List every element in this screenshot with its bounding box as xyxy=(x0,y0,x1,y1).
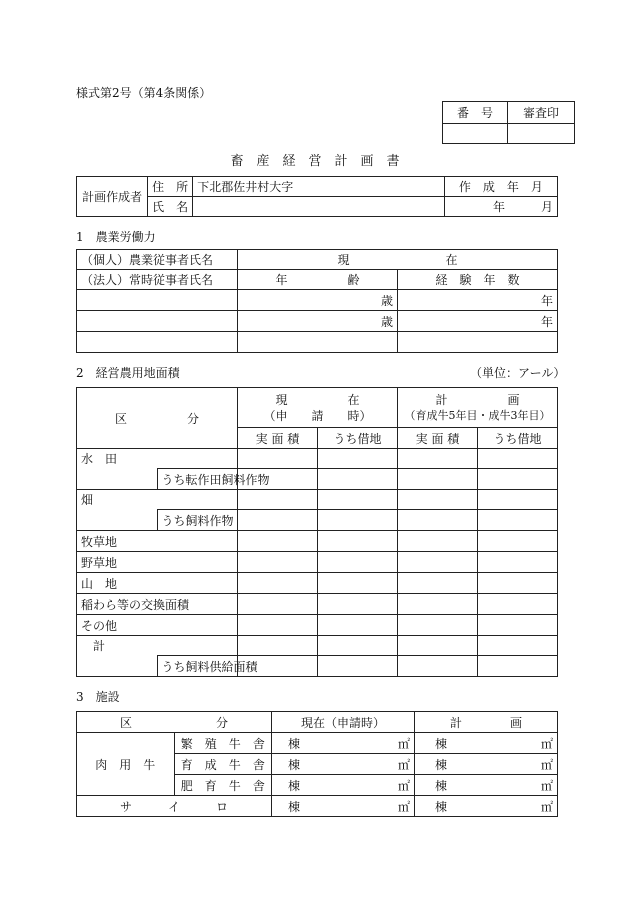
indent-spacer xyxy=(77,656,158,677)
plan-building-area[interactable]: ㎡ xyxy=(486,796,558,817)
number-field[interactable] xyxy=(443,124,508,144)
present-building-count[interactable]: 棟 xyxy=(272,754,344,775)
present-bottom: （申 請 時） xyxy=(263,408,372,423)
cell[interactable] xyxy=(478,552,558,573)
cell[interactable] xyxy=(398,552,478,573)
row-label-mountain: 山 地 xyxy=(77,573,238,594)
cell[interactable] xyxy=(398,510,478,531)
cell[interactable] xyxy=(318,449,398,469)
cell[interactable] xyxy=(478,469,558,490)
review-stamp-field[interactable] xyxy=(508,124,575,144)
row-label-paddy-forage: うち転作田飼料作物 xyxy=(157,469,238,490)
date-field[interactable] xyxy=(444,197,557,217)
plan-building-count[interactable]: 棟 xyxy=(415,775,487,796)
cell[interactable] xyxy=(318,552,398,573)
cell[interactable] xyxy=(398,449,478,469)
plan-header xyxy=(398,388,558,428)
facility-breeding-barn: 繁 殖 牛 舎 xyxy=(174,733,272,754)
plan-building-area[interactable]: ㎡ xyxy=(486,754,558,775)
present-building-area[interactable]: ㎡ xyxy=(343,754,415,775)
cell[interactable] xyxy=(398,636,478,656)
row-label-field-forage: うち飼料作物 xyxy=(157,510,238,531)
experience-label: 経 験 年 数 xyxy=(398,270,558,290)
present-top: 現 在 xyxy=(275,392,360,407)
cell[interactable] xyxy=(318,510,398,531)
labor-table xyxy=(76,249,558,353)
facility-category-label: 区 分 xyxy=(77,712,272,733)
cell[interactable] xyxy=(478,594,558,615)
cell[interactable] xyxy=(398,615,478,636)
individual-worker-label: （個人）農業従事者氏名 xyxy=(77,250,238,270)
section3-heading: 3 施設 xyxy=(76,690,120,704)
plan-building-count[interactable]: 棟 xyxy=(415,754,487,775)
cell[interactable] xyxy=(318,636,398,656)
experience-field[interactable]: 年 xyxy=(398,311,558,332)
cell[interactable] xyxy=(478,636,558,656)
form-number-header: 様式第2号（第4条関係） xyxy=(76,86,212,100)
plan-top: 計 画 xyxy=(435,392,520,407)
present-borrowed-label: うち借地 xyxy=(318,428,398,449)
date-label: 作 成 年 月 xyxy=(444,177,557,197)
cell[interactable] xyxy=(398,594,478,615)
beef-cattle-label: 肉 用 牛 xyxy=(77,733,175,796)
age-field[interactable] xyxy=(238,332,398,353)
row-label-paddy: 水 田 xyxy=(77,449,238,469)
cell[interactable] xyxy=(398,656,478,677)
name-field[interactable] xyxy=(193,197,445,217)
indent-spacer xyxy=(77,469,158,490)
month-unit: 月 xyxy=(540,200,553,214)
present-building-area[interactable]: ㎡ xyxy=(343,733,415,754)
year-unit: 年 xyxy=(492,200,505,214)
cell[interactable] xyxy=(238,594,318,615)
worker-name-field[interactable] xyxy=(77,311,238,332)
worker-name-field[interactable] xyxy=(77,290,238,311)
cell[interactable] xyxy=(398,531,478,552)
plan-borrowed-label: うち借地 xyxy=(478,428,558,449)
cell[interactable] xyxy=(238,573,318,594)
cell[interactable] xyxy=(398,573,478,594)
present-building-count[interactable]: 棟 xyxy=(272,733,344,754)
age-field[interactable]: 歳 xyxy=(238,290,398,311)
cell[interactable] xyxy=(478,449,558,469)
cell[interactable] xyxy=(478,615,558,636)
category-label: 区 分 xyxy=(77,388,238,449)
creator-table xyxy=(76,176,558,217)
indent-spacer xyxy=(77,510,158,531)
row-label-total xyxy=(77,636,238,656)
facility-plan-label: 計 画 xyxy=(415,712,558,733)
present-building-area[interactable]: ㎡ xyxy=(343,796,415,817)
name-label: 氏 名 xyxy=(148,197,193,217)
creator-label: 計画作成者 xyxy=(77,177,148,217)
address-field[interactable]: 下北郡佐井村大字 xyxy=(193,177,445,197)
number-label: 番 号 xyxy=(443,102,508,124)
present-building-count[interactable]: 棟 xyxy=(272,796,344,817)
cell[interactable] xyxy=(478,510,558,531)
section1-heading: 1 農業労働力 xyxy=(76,230,156,244)
cell[interactable] xyxy=(478,573,558,594)
unit-note: （単位：アール） xyxy=(470,366,566,380)
cell[interactable] xyxy=(318,594,398,615)
experience-field[interactable]: 年 xyxy=(398,290,558,311)
cell[interactable] xyxy=(238,490,318,510)
cell[interactable] xyxy=(238,636,318,656)
row-label-straw-exchange: 稲わら等の交換面積 xyxy=(77,594,238,615)
cell[interactable] xyxy=(398,469,478,490)
cell[interactable] xyxy=(238,552,318,573)
present-actual-area-label: 実 面 積 xyxy=(238,428,318,449)
present-building-area[interactable]: ㎡ xyxy=(343,775,415,796)
row-label-forage-supply: うち飼料供給面積 xyxy=(157,656,238,677)
section2-heading: 2 経営農用地面積 xyxy=(76,366,180,380)
cell[interactable] xyxy=(318,469,398,490)
cell[interactable] xyxy=(318,490,398,510)
plan-building-area[interactable]: ㎡ xyxy=(486,775,558,796)
corporate-worker-label: （法人）常時従事者氏名 xyxy=(77,270,238,290)
facility-silo: サ イ ロ xyxy=(77,796,272,817)
plan-building-area[interactable]: ㎡ xyxy=(486,733,558,754)
age-field[interactable]: 歳 xyxy=(238,311,398,332)
row-label-other: その他 xyxy=(77,615,238,636)
cell[interactable] xyxy=(478,656,558,677)
cell[interactable] xyxy=(238,449,318,469)
facility-rearing-barn: 育 成 牛 舎 xyxy=(174,754,272,775)
cell[interactable] xyxy=(238,615,318,636)
cell[interactable] xyxy=(398,490,478,510)
row-label-wild-grass: 野草地 xyxy=(77,552,238,573)
row-label-pasture: 牧草地 xyxy=(77,531,238,552)
worker-name-field[interactable] xyxy=(77,332,238,353)
present-building-count[interactable]: 棟 xyxy=(272,775,344,796)
cell[interactable] xyxy=(478,531,558,552)
cell[interactable] xyxy=(318,615,398,636)
review-stamp-label: 審査印 xyxy=(508,102,575,124)
cell[interactable] xyxy=(478,490,558,510)
plan-building-count[interactable]: 棟 xyxy=(415,796,487,817)
cell[interactable] xyxy=(318,656,398,677)
stamp-box xyxy=(442,101,575,144)
age-label: 年 齢 xyxy=(238,270,398,290)
present-label: 現 在 xyxy=(238,250,558,270)
facility-table xyxy=(76,711,558,817)
cell[interactable] xyxy=(238,531,318,552)
plan-actual-area-label: 実 面 積 xyxy=(398,428,478,449)
total-label: 計 xyxy=(93,639,106,653)
cell[interactable] xyxy=(318,531,398,552)
farmland-table xyxy=(76,387,558,677)
address-label: 住 所 xyxy=(148,177,193,197)
cell[interactable] xyxy=(318,573,398,594)
present-header xyxy=(238,388,398,428)
facility-present-label: 現在（申請時） xyxy=(272,712,415,733)
facility-fattening-barn: 肥 育 牛 舎 xyxy=(174,775,272,796)
row-label-field: 畑 xyxy=(77,490,238,510)
plan-building-count[interactable]: 棟 xyxy=(415,733,487,754)
plan-bottom: （育成牛5年目・成牛3年目） xyxy=(404,408,551,422)
cell[interactable] xyxy=(238,510,318,531)
experience-field[interactable] xyxy=(398,332,558,353)
document-title: 畜 産 経 営 計 画 書 xyxy=(230,154,400,169)
